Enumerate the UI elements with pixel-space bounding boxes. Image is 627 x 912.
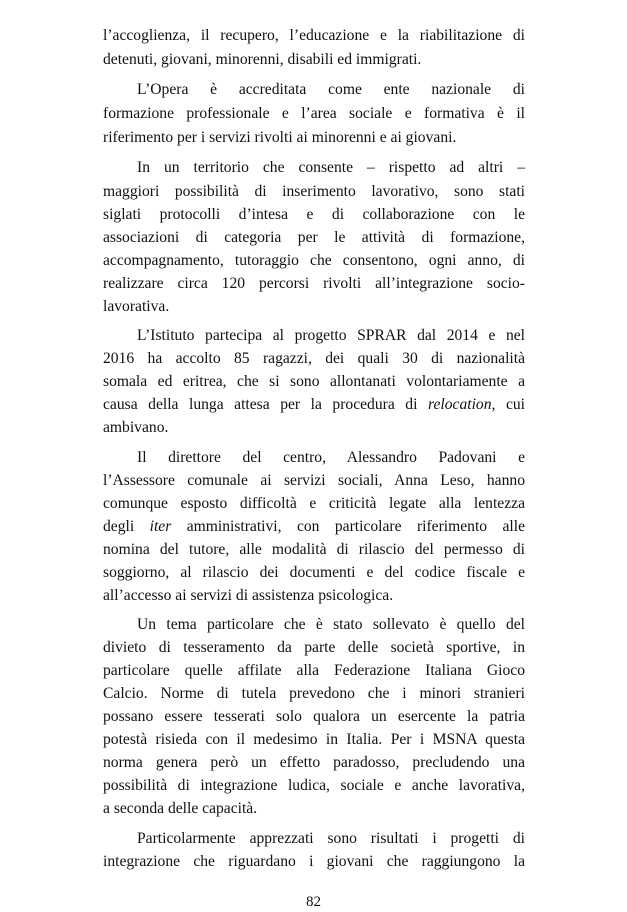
text-line: possibilità di integrazione ludica, sociale e anche lavorativa, — [103, 777, 525, 794]
page-number: 82 — [306, 894, 321, 910]
text-line: lavorativa. — [103, 298, 170, 315]
text-line: 2016 ha accolto 85 ragazzi, dei quali 30 di nazionalità — [103, 350, 525, 367]
text-line: divieto di tesseramento da parte delle società sportive, in — [103, 639, 525, 656]
text-line: Un tema particolare che è stato sollevato è quello del — [137, 616, 525, 633]
text-line: L’Istituto partecipa al progetto SPRAR dal 2014 e nel — [137, 327, 525, 344]
italic-term: relocation, — [427, 396, 496, 413]
text-line: particolare quelle affilate alla Federazione Italiana Gioco — [103, 662, 525, 679]
text-line: Il direttore del centro, Alessandro Padovani e — [137, 449, 525, 466]
text-line: nomina del tutore, alle modalità di rilascio del permesso di — [103, 541, 525, 558]
text-line: ambivano. — [103, 419, 169, 436]
text-line: In un territorio che consente – rispetto ad altri – — [137, 159, 525, 176]
text-line: soggiorno, al rilascio dei documenti e del codice fiscale e — [103, 564, 525, 581]
text-line: a seconda delle capacità. — [103, 800, 258, 817]
text-line: siglati protocolli d’intesa e di collaborazione con le — [103, 206, 525, 223]
text-line: causa della lunga attesa per la procedura di relocation, cui — [103, 396, 526, 413]
text-line: potestà risieda con il medesimo in Italia. Per i MSNA questa — [103, 731, 525, 748]
text-line: realizzare circa 120 percorsi rivolti all’integrazione socio- — [103, 275, 525, 292]
text-line: Calcio. Norme di tutela prevedono che i minori stranieri — [103, 685, 525, 702]
text-line: somala ed eritrea, che si sono allontanati volontariamente a — [103, 373, 525, 390]
text-line: norma genera però un effetto paradosso, precludendo una — [103, 754, 525, 771]
text-line: Particolarmente apprezzati sono risultati i progetti di — [137, 830, 525, 847]
text-line: L’Opera è accreditata come ente nazionale di — [137, 81, 525, 98]
text-line: riferimento per i servizi rivolti ai minorenni e ai giovani. — [103, 129, 457, 146]
text-line: accompagnamento, tutoraggio che consentono, ogni anno, di — [103, 252, 525, 269]
text-line: possano essere tesserati solo qualora un esercente la patria — [103, 708, 525, 725]
text-line: comunque esposto difficoltà e criticità legate alla lentezza — [103, 495, 525, 512]
italic-term: iter — [149, 518, 172, 535]
text-line: maggiori possibilità di inserimento lavorativo, sono stati — [103, 183, 525, 200]
text-line: all’accesso ai servizi di assistenza psicologica. — [103, 587, 394, 604]
text-line: degli iter amministrativi, con particolare riferimento alle — [103, 518, 525, 535]
text-line: detenuti, giovani, minorenni, disabili ed immigrati. — [103, 51, 422, 68]
text-line: integrazione che riguardano i giovani che raggiungono la — [103, 853, 525, 870]
text-line: l’accoglienza, il recupero, l’educazione e la riabilitazione di — [103, 27, 525, 44]
text-line: l’Assessore comunale ai servizi sociali, Anna Leso, hanno — [103, 472, 525, 489]
text-line: associazioni di categoria per le attività di formazione, — [103, 229, 525, 246]
text-line: formazione professionale e l’area sociale e formativa è il — [103, 105, 525, 122]
